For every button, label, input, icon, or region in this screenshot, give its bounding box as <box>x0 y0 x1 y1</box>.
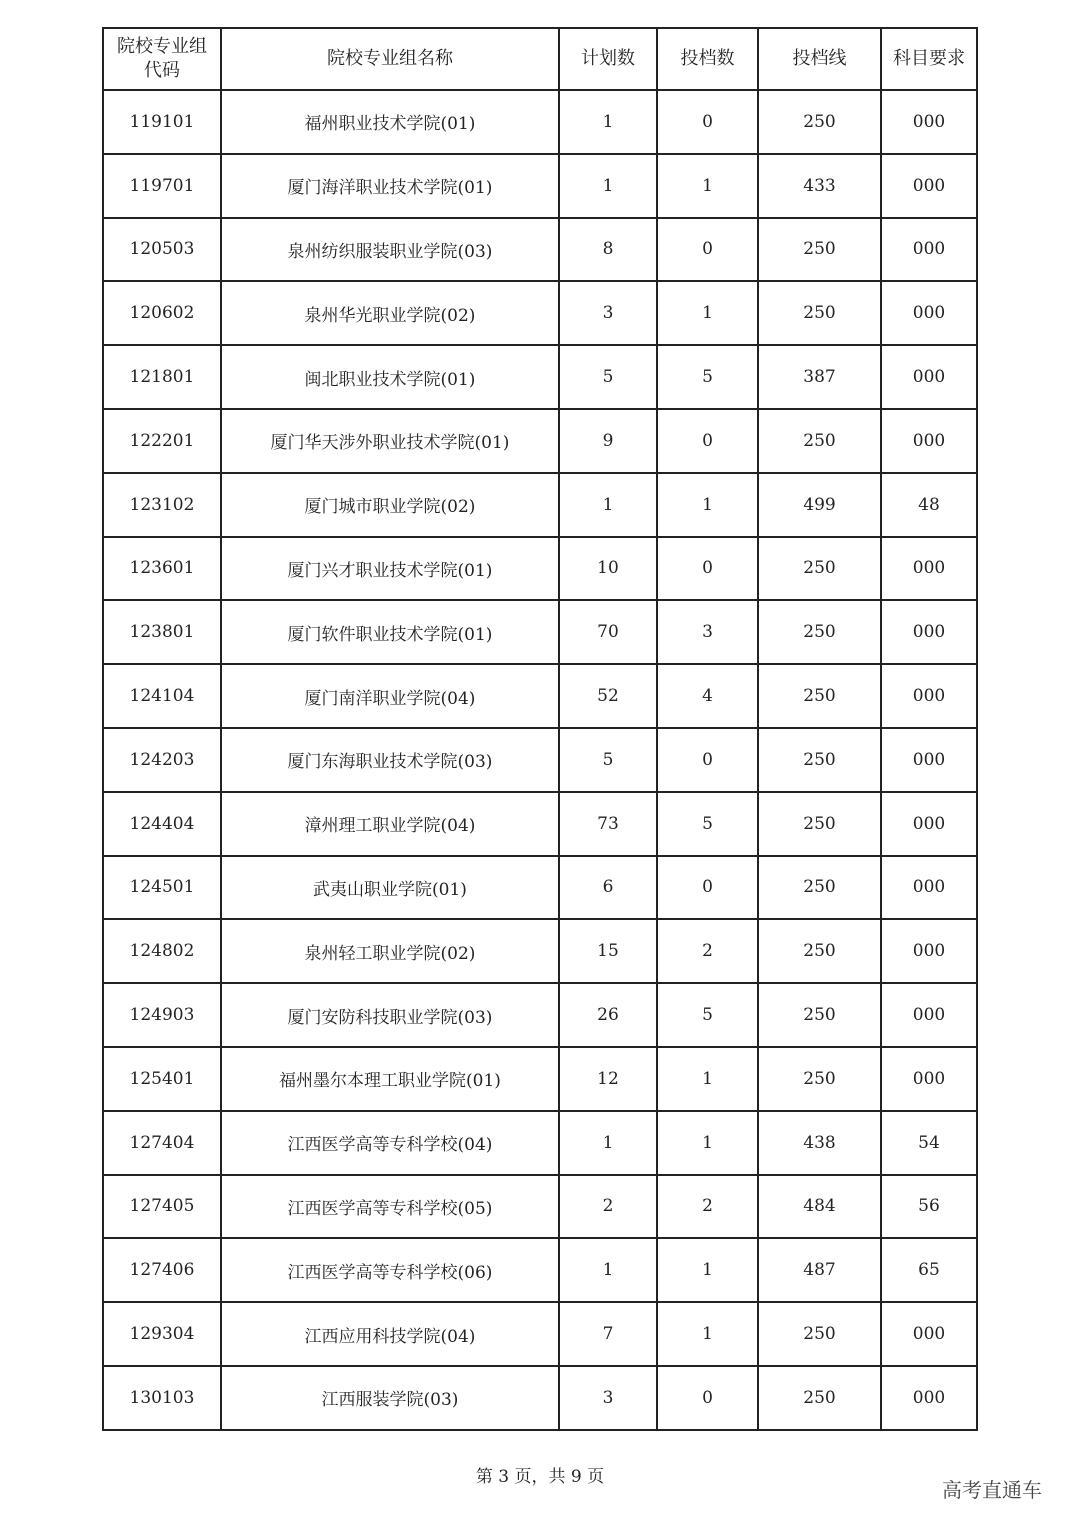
cell-cutoff-score: 250 <box>758 1302 881 1366</box>
cell-group-code: 124501 <box>103 856 221 920</box>
cell-cutoff-score: 250 <box>758 90 881 154</box>
table-row <box>103 473 977 537</box>
cell-plan-count: 70 <box>559 600 657 664</box>
cell-admitted-count: 0 <box>657 728 758 792</box>
cell-cutoff-score: 250 <box>758 537 881 601</box>
cell-group-name: 厦门安防科技职业学院(03) <box>221 983 559 1047</box>
cell-subject-requirement: 000 <box>881 1047 977 1111</box>
cell-group-code: 125401 <box>103 1047 221 1111</box>
cell-admitted-count: 5 <box>657 792 758 856</box>
cell-admitted-count: 1 <box>657 281 758 345</box>
cell-group-name: 江西医学高等专科学校(06) <box>221 1238 559 1302</box>
cell-group-name: 漳州理工职业学院(04) <box>221 792 559 856</box>
table-row <box>103 90 977 154</box>
cell-plan-count: 5 <box>559 345 657 409</box>
cell-admitted-count: 4 <box>657 664 758 728</box>
cell-plan-count: 12 <box>559 1047 657 1111</box>
page-number: 第 3 页，共 9 页 <box>475 1467 605 1487</box>
cell-cutoff-score: 499 <box>758 473 881 537</box>
cell-subject-requirement: 000 <box>881 345 977 409</box>
cell-group-code: 124104 <box>103 664 221 728</box>
cell-group-name: 厦门海洋职业技术学院(01) <box>221 154 559 218</box>
table-body <box>103 90 977 1430</box>
cell-group-code: 119701 <box>103 154 221 218</box>
table-row <box>103 664 977 728</box>
cell-admitted-count: 2 <box>657 1175 758 1239</box>
cell-plan-count: 3 <box>559 281 657 345</box>
table-row <box>103 281 977 345</box>
cell-subject-requirement: 000 <box>881 281 977 345</box>
cell-subject-requirement: 000 <box>881 792 977 856</box>
cell-cutoff-score: 250 <box>758 856 881 920</box>
cell-group-code: 121801 <box>103 345 221 409</box>
cell-subject-requirement: 48 <box>881 473 977 537</box>
cell-admitted-count: 0 <box>657 218 758 282</box>
cell-group-code: 127405 <box>103 1175 221 1239</box>
cell-subject-requirement: 000 <box>881 537 977 601</box>
cell-admitted-count: 0 <box>657 537 758 601</box>
watermark: 高考直通车 <box>942 1478 1042 1502</box>
cell-group-name: 泉州华光职业学院(02) <box>221 281 559 345</box>
cell-admitted-count: 3 <box>657 600 758 664</box>
table-header-row <box>103 28 977 90</box>
cell-plan-count: 1 <box>559 473 657 537</box>
table-row <box>103 1111 977 1175</box>
cell-plan-count: 7 <box>559 1302 657 1366</box>
table-row <box>103 409 977 473</box>
cell-subject-requirement: 000 <box>881 600 977 664</box>
cell-plan-count: 15 <box>559 919 657 983</box>
table-row <box>103 1238 977 1302</box>
cell-group-name: 闽北职业技术学院(01) <box>221 345 559 409</box>
cell-admitted-count: 1 <box>657 154 758 218</box>
cell-group-name: 福州职业技术学院(01) <box>221 90 559 154</box>
cell-admitted-count: 2 <box>657 919 758 983</box>
cell-subject-requirement: 000 <box>881 856 977 920</box>
cell-group-code: 123102 <box>103 473 221 537</box>
header-group-code: 院校专业组代码 <box>103 28 221 90</box>
cell-group-code: 124802 <box>103 919 221 983</box>
table-row <box>103 537 977 601</box>
cell-subject-requirement: 54 <box>881 1111 977 1175</box>
table-row <box>103 792 977 856</box>
cell-cutoff-score: 250 <box>758 919 881 983</box>
cell-plan-count: 26 <box>559 983 657 1047</box>
cell-plan-count: 2 <box>559 1175 657 1239</box>
cell-group-name: 江西服装学院(03) <box>221 1366 559 1430</box>
cell-cutoff-score: 484 <box>758 1175 881 1239</box>
cell-cutoff-score: 433 <box>758 154 881 218</box>
cell-subject-requirement: 000 <box>881 154 977 218</box>
cell-plan-count: 1 <box>559 154 657 218</box>
table-row <box>103 345 977 409</box>
cell-plan-count: 5 <box>559 728 657 792</box>
cell-cutoff-score: 250 <box>758 281 881 345</box>
cell-group-name: 厦门软件职业技术学院(01) <box>221 600 559 664</box>
cell-plan-count: 1 <box>559 1111 657 1175</box>
cell-cutoff-score: 250 <box>758 218 881 282</box>
cell-group-code: 124404 <box>103 792 221 856</box>
cell-plan-count: 1 <box>559 1238 657 1302</box>
cell-group-name: 江西医学高等专科学校(05) <box>221 1175 559 1239</box>
cell-plan-count: 8 <box>559 218 657 282</box>
cell-group-name: 江西医学高等专科学校(04) <box>221 1111 559 1175</box>
cell-group-code: 122201 <box>103 409 221 473</box>
cell-plan-count: 52 <box>559 664 657 728</box>
cell-group-name: 厦门南洋职业学院(04) <box>221 664 559 728</box>
table-row <box>103 1366 977 1430</box>
cell-cutoff-score: 250 <box>758 1047 881 1111</box>
table-row <box>103 983 977 1047</box>
cell-group-code: 123601 <box>103 537 221 601</box>
cell-group-code: 130103 <box>103 1366 221 1430</box>
cell-subject-requirement: 65 <box>881 1238 977 1302</box>
cell-admitted-count: 1 <box>657 473 758 537</box>
cell-group-code: 120602 <box>103 281 221 345</box>
cell-admitted-count: 5 <box>657 983 758 1047</box>
admission-table <box>102 27 978 1431</box>
table-row <box>103 1175 977 1239</box>
cell-group-name: 厦门兴才职业技术学院(01) <box>221 537 559 601</box>
cell-subject-requirement: 000 <box>881 664 977 728</box>
cell-admitted-count: 1 <box>657 1047 758 1111</box>
cell-group-name: 厦门东海职业技术学院(03) <box>221 728 559 792</box>
cell-plan-count: 9 <box>559 409 657 473</box>
cell-plan-count: 73 <box>559 792 657 856</box>
cell-subject-requirement: 000 <box>881 983 977 1047</box>
table-row <box>103 728 977 792</box>
cell-subject-requirement: 000 <box>881 1302 977 1366</box>
table-row <box>103 856 977 920</box>
header-admitted-count: 投档数 <box>657 28 758 90</box>
cell-subject-requirement: 000 <box>881 218 977 282</box>
cell-group-code: 129304 <box>103 1302 221 1366</box>
cell-admitted-count: 1 <box>657 1238 758 1302</box>
cell-admitted-count: 0 <box>657 1366 758 1430</box>
cell-group-name: 厦门城市职业学院(02) <box>221 473 559 537</box>
cell-cutoff-score: 250 <box>758 664 881 728</box>
table-row <box>103 154 977 218</box>
table-row <box>103 600 977 664</box>
cell-cutoff-score: 250 <box>758 600 881 664</box>
table-row <box>103 919 977 983</box>
cell-subject-requirement: 000 <box>881 90 977 154</box>
cell-group-code: 120503 <box>103 218 221 282</box>
cell-admitted-count: 5 <box>657 345 758 409</box>
cell-cutoff-score: 487 <box>758 1238 881 1302</box>
cell-subject-requirement: 000 <box>881 919 977 983</box>
cell-subject-requirement: 000 <box>881 409 977 473</box>
cell-group-code: 119101 <box>103 90 221 154</box>
cell-cutoff-score: 387 <box>758 345 881 409</box>
cell-cutoff-score: 438 <box>758 1111 881 1175</box>
cell-group-name: 泉州纺织服装职业学院(03) <box>221 218 559 282</box>
cell-group-name: 厦门华天涉外职业技术学院(01) <box>221 409 559 473</box>
cell-admitted-count: 0 <box>657 90 758 154</box>
cell-cutoff-score: 250 <box>758 983 881 1047</box>
cell-subject-requirement: 000 <box>881 1366 977 1430</box>
header-plan-count: 计划数 <box>559 28 657 90</box>
cell-cutoff-score: 250 <box>758 409 881 473</box>
header-cutoff-score: 投档线 <box>758 28 881 90</box>
table-row <box>103 1047 977 1111</box>
table-row <box>103 1302 977 1366</box>
cell-plan-count: 6 <box>559 856 657 920</box>
cell-group-name: 武夷山职业学院(01) <box>221 856 559 920</box>
cell-plan-count: 1 <box>559 90 657 154</box>
cell-group-code: 124203 <box>103 728 221 792</box>
cell-cutoff-score: 250 <box>758 728 881 792</box>
cell-plan-count: 3 <box>559 1366 657 1430</box>
cell-cutoff-score: 250 <box>758 792 881 856</box>
cell-subject-requirement: 000 <box>881 728 977 792</box>
cell-admitted-count: 1 <box>657 1302 758 1366</box>
cell-plan-count: 10 <box>559 537 657 601</box>
cell-group-code: 127404 <box>103 1111 221 1175</box>
cell-cutoff-score: 250 <box>758 1366 881 1430</box>
cell-group-code: 123801 <box>103 600 221 664</box>
cell-group-code: 124903 <box>103 983 221 1047</box>
cell-group-name: 泉州轻工职业学院(02) <box>221 919 559 983</box>
header-group-name: 院校专业组名称 <box>221 28 559 90</box>
cell-admitted-count: 1 <box>657 1111 758 1175</box>
table-row <box>103 218 977 282</box>
cell-subject-requirement: 56 <box>881 1175 977 1239</box>
cell-group-name: 福州墨尔本理工职业学院(01) <box>221 1047 559 1111</box>
cell-admitted-count: 0 <box>657 856 758 920</box>
cell-admitted-count: 0 <box>657 409 758 473</box>
cell-group-code: 127406 <box>103 1238 221 1302</box>
header-subject-requirement: 科目要求 <box>881 28 977 90</box>
cell-group-name: 江西应用科技学院(04) <box>221 1302 559 1366</box>
